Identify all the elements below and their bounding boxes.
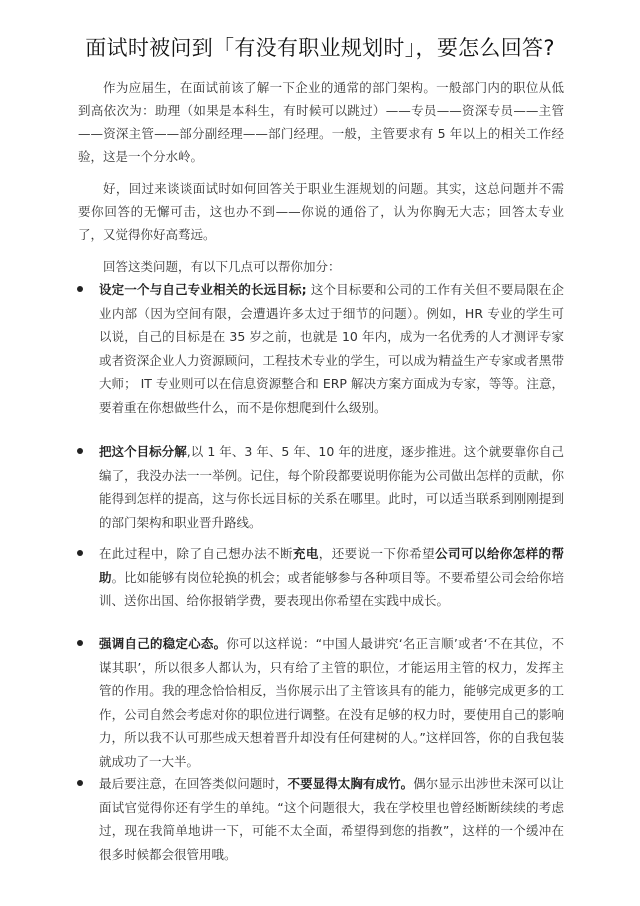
answer-paragraph: 好，回过来谈谈面试时如何回答关于职业生涯规划的问题。其实，这总问题并不需要你回答的无懈可击，这也办不到——你说的通俗了，认为你胸无大志；回答太专业了，又觉得你好高骛远。 [78, 181, 564, 242]
list-item-body: ，还要说一下你希望 [318, 546, 436, 561]
list-item-text [99, 772, 564, 866]
list-item-bold: 公司可以给你怎样的帮助 [99, 546, 564, 585]
list-item-body: 。比如能够有岗位轮换的机会；或者能够参与各种项目等。不要希望公司会给你培训、送你出国、给你报销学费，要表现出你希望在实践中成长。 [99, 569, 564, 609]
list-item-body: ,以 1 年、3 年、5 年、10 年的进度，逐步推进。这个就要靠你自己编了，我没办法一一举例。记住，每个阶段都要说明你能为公司做出怎样的贡献，你能得到怎样的提高，这与你长远目标的关系在哪里。此时，可以适当联系到刚刚提到的部门架构和职业晋升路线。 [99, 444, 564, 530]
list-item-text [99, 632, 564, 774]
list-item-bold: 强调自己的稳定心态。 [99, 636, 227, 651]
list-item-body: 这个目标要和公司的工作有关但不要局限在企业内部（因为空间有限，会遭遇许多太过于细节的问题）。例如，HR 专业的学生可以说，自己的目标是在 35 岁之前，也就是 10 年内，成为一名优秀的人才测评专家或者资深企业人力资源顾问，工程技术专业的学生，可以成为精益生产专家或者黑带大师； IT 专业则可以在信息资源整合和 ERP 解决方案方面成为专家，等等。注意，要着重在你想做些什么，而不是你想爬到什么级别。 [99, 282, 565, 415]
list-item-bold: 不要显得太胸有成竹。 [287, 776, 414, 791]
list-item-bold: 设定一个与自己专业相关的长远目标; [99, 282, 307, 297]
list-item-text [99, 440, 564, 534]
bullet-icon [77, 550, 83, 556]
list-item-body: 最后要注意，在回答类似问题时， [99, 776, 288, 791]
bullet-icon [77, 640, 83, 646]
tips-lead-paragraph: 回答这类问题，有以下几点可以帮你加分： [103, 259, 341, 274]
list-item-text [99, 542, 564, 613]
intro-paragraph: 作为应届生，在面试前该了解一下企业的通常的部门架构。一般部门内的职位从低到高依次为：助理（如果是本科生，有时候可以跳过）——专员——资深专员——主管——资深主管——部分副经理——部门经理。一般，主管要求有 5 年以上的相关工作经验，这是一个分水岭。 [78, 80, 564, 164]
list-item-bold: 充电 [292, 546, 319, 561]
list-item-bold: 把这个目标分解 [99, 444, 187, 459]
list-item-text [99, 278, 564, 420]
intro-section [78, 76, 564, 278]
list-item-body: 偶尔显示出涉世未深可以让面试官觉得你还有学生的单纯。“这个问题很大，我在学校里也曾经断断续续的考虑过，现在我简单地讲一下，可能不太全面，希望得到您的指教”，这样的一个缓冲在很多时候都会很管用哦。 [99, 776, 564, 862]
list-item-body: 你可以这样说：“中国人最讲究‘名正言顺’或者‘不在其位，不谋其职’，所以很多人都认为，只有给了主管的职位，才能运用主管的权力，发挥主管的作用。我的理念恰恰相反，当你展示出了主管该具有的能力，能够完成更多的工作，公司自然会考虑对你的职位进行调整。在没有足够的权力时，要使用自己的影响力，所以我不认可那些成天想着晋升却没有任何建树的人。”这样回答，你的自我包装就成功了一大半。 [99, 636, 564, 769]
bullet-icon [77, 780, 83, 786]
page-title: 面试时被问到「有没有职业规划时」，要怎么回答? [85, 36, 555, 60]
list-item-body: 在此过程中，除了自己想办法不断 [99, 546, 293, 561]
bullet-icon [77, 448, 83, 454]
bullet-icon [77, 286, 83, 292]
